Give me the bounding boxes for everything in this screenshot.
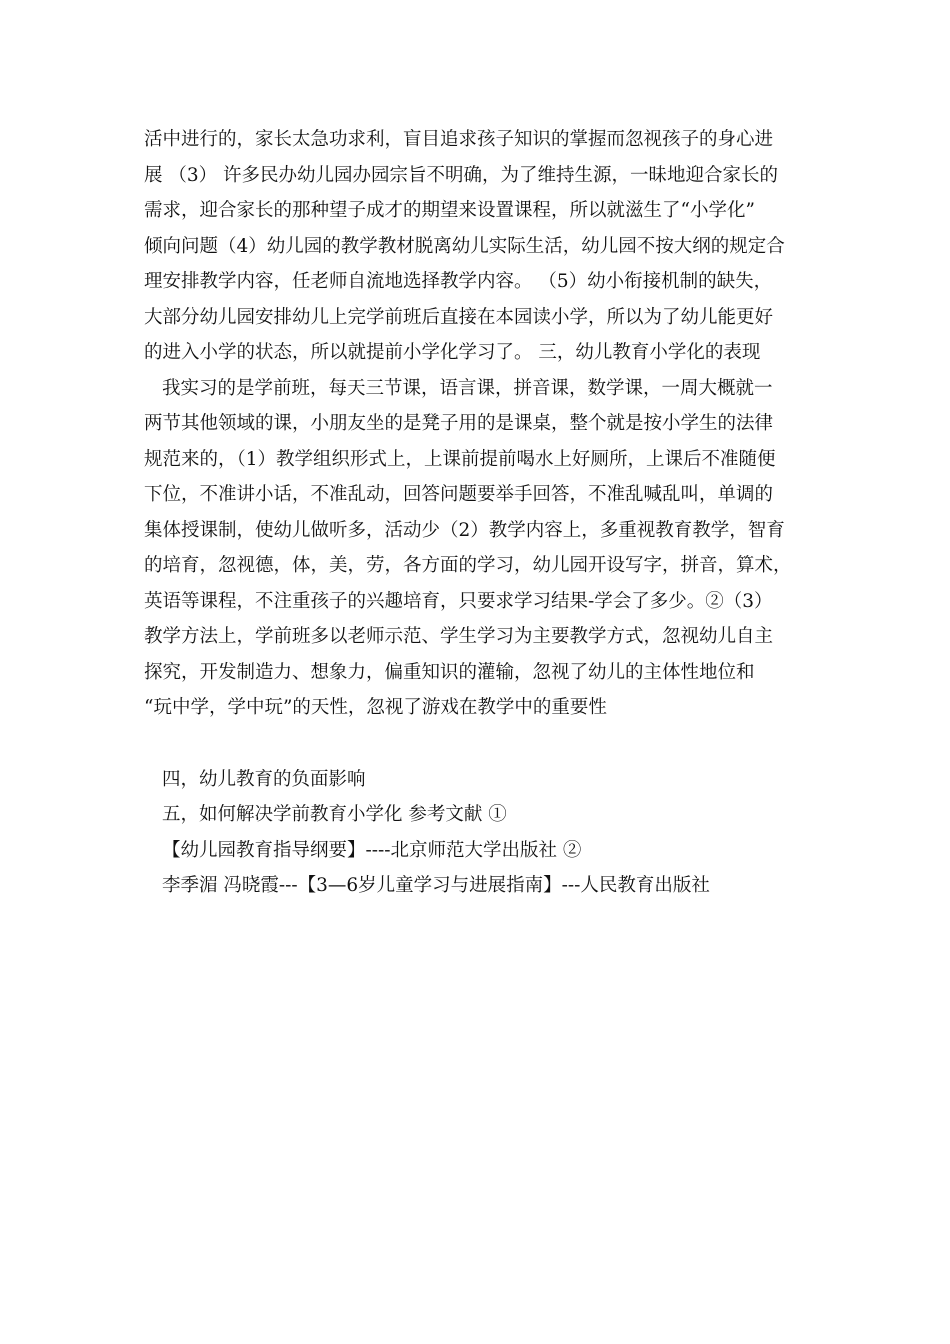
body-line-4: 倾向问题（4）幼儿园的教学教材脱离幼儿实际生活，幼儿园不按大纲的规定合 — [144, 235, 785, 257]
body-line-13: 的培育，忽视德，体，美，劳，各方面的学习，幼儿园开设写字，拼音，算术， — [144, 555, 792, 576]
document-body — [144, 122, 824, 904]
body-line-8: 我实习的是学前班，每天三节课，语言课，拼音课，数学课，一周大概就一 — [162, 377, 773, 399]
body-line-7: 的进入小学的状态，所以就提前小学化学习了。 三，幼儿教育小学化的表现 — [144, 342, 761, 363]
body-line-12: 集体授课制，使幼儿做听多，活动少（2）教学内容上，多重视教育教学，智育 — [144, 519, 785, 541]
body-line-9: 两节其他领域的课，小朋友坐的是凳子用的是课桌，整个就是按小学生的法律 — [144, 413, 774, 434]
body-line-11: 下位，不准讲小话，不准乱动，回答问题要举手回答，不准乱喊乱叫，单调的 — [144, 484, 774, 505]
paragraph-gap — [144, 726, 824, 762]
body-line-1: 活中进行的，家长太急功求利，盲目追求孩子知识的掌握而忽视孩子的身心进 — [144, 129, 774, 150]
reference-item-two: 李季湄 冯晓霞---【3—6岁儿童学习与进展指南】---人民教育出版社 — [162, 875, 710, 896]
body-line-16: 探究，开发制造力、想象力，偏重知识的灌输，忽视了幼儿的主体性地位和 — [144, 661, 755, 683]
body-line-15: 教学方法上，学前班多以老师示范、学生学习为主要教学方式，忽视幼儿自主 — [144, 626, 774, 647]
body-line-14: 英语等课程，不注重孩子的兴趣培育，只要求学习结果-学会了多少。②（3） — [144, 590, 773, 612]
section-heading-five: 五，如何解决学前教育小学化 参考文献 ① — [162, 804, 507, 825]
body-line-2: 展 （3） 许多民办幼儿园办园宗旨不明确，为了维持生源，一昧地迎合家长的 — [144, 164, 779, 186]
body-line-6: 大部分幼儿园安排幼儿上完学前班后直接在本园读小学，所以为了幼儿能更好 — [144, 306, 774, 328]
section-heading-four: 四，幼儿教育的负面影响 — [162, 768, 366, 790]
reference-item-one: 【幼儿园教育指导纲要】----北京师范大学出版社 ② — [162, 839, 582, 861]
body-line-17: “玩中学，学中玩”的天性，忽视了游戏在教学中的重要性 — [144, 697, 607, 718]
body-line-5: 理安排教学内容，任老师自流地选择教学内容。 （5）幼小衔接机制的缺失， — [144, 271, 773, 292]
body-line-3: 需求，迎合家长的那种望子成才的期望来设置课程，所以就滋生了“小学化” — [144, 200, 755, 221]
body-line-10: 规范来的，（1）教学组织形式上，上课前提前喝水上好厕所，上课后不准随便 — [144, 448, 776, 470]
